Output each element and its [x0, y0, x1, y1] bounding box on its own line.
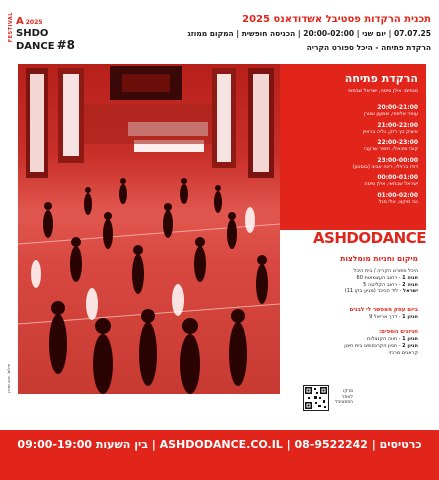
dance-hall-illustration	[18, 64, 280, 394]
schedule-time: 22:00-23:00	[377, 139, 418, 146]
schedule-item	[288, 122, 418, 135]
photo-credit: צילום: יואב שטרן	[6, 364, 11, 393]
logo-edition: #8	[56, 38, 75, 52]
schedule-dancers: דודו ברזילי, רינה אביב (בוסטון)	[352, 163, 418, 170]
schedule-item	[288, 139, 418, 152]
schedule-time: 01:00-02:00	[377, 191, 418, 199]
schedule-time: 00:00-01:00	[377, 174, 418, 181]
schedule-dancers: גבי מיקונ, אלי סגל	[378, 198, 418, 205]
dance-hall-photo	[18, 64, 280, 394]
logo-line3: DANCE	[16, 41, 55, 52]
schedule-item	[288, 192, 418, 205]
event-entry: הכניסה חופשית	[241, 29, 296, 38]
location-row: היכל ספורט הקריה / בית היכל	[353, 268, 418, 274]
qr-code[interactable]	[303, 385, 329, 411]
header	[0, 0, 439, 62]
schedule-dancers: קובי מיכאלי, תמיר שרעבי	[364, 146, 418, 152]
schedule-time: 23:00-00:00	[377, 156, 418, 164]
extra-parking-row: קראנים מרכזי	[388, 349, 418, 356]
schedule-dancers: ישראל שבתאי, אילן סיסה	[364, 181, 418, 187]
location-row: חניה 1 - רחוב העצמאות 60	[356, 274, 418, 281]
extra-parking-row: חניון 2 - חניון הקרנסופט בית חינון	[344, 342, 418, 349]
schedule-dancers: עופר אלפסי, שמעון שטרן	[363, 111, 418, 117]
location-row: חניה 2 - רחוב הקליטה 5	[363, 281, 418, 288]
schedule-item	[288, 104, 418, 117]
extra-parking-row: חניון 1 - חווה הקנצלות	[367, 336, 418, 342]
parking-subheading: ביום עסק מאפשר לי לבנים	[349, 307, 418, 313]
schedule-list	[288, 104, 418, 209]
logo-line1: A	[16, 16, 24, 27]
location-row: ישראל - ליד הכיכר (מגיע בקו 11)	[344, 288, 418, 295]
schedule-time: 20:00-21:00	[377, 104, 418, 111]
brand-wordmark: ASHDODANCE	[312, 229, 426, 247]
location-block	[288, 268, 418, 295]
event-date: 07.07.25	[393, 29, 431, 38]
logo-vertical-text: FESTIVAL	[8, 12, 14, 43]
location-heading: מיקום וחניות מומלצות	[340, 254, 418, 263]
logo-line2: SHDO	[16, 28, 49, 39]
event-day: יום שני	[362, 29, 386, 38]
logo-year: 2025	[25, 19, 43, 26]
qr-caption: סרקו לאתר הפסטיבל	[335, 389, 353, 405]
event-details: 07.07.25 | יום שני | 20:00-02:00 | הכניסה חופשית | המקום ממוזג	[187, 29, 431, 38]
schedule-item	[288, 157, 418, 170]
event-venue-note: המקום ממוזג	[187, 29, 234, 38]
schedule-dancers: איציק כץ רזק, גליה בראיין	[362, 128, 418, 135]
footer-strip	[0, 460, 439, 480]
page-title: תכנית הרקדות פסטיבל אשדודאנס 2025	[242, 14, 431, 25]
schedule-item	[288, 174, 418, 187]
footer-bar	[0, 430, 439, 460]
qr-code-icon	[304, 386, 328, 410]
footer-contact[interactable]: כרטיסים | 08-9522242 | ASHDODANCE.CO.IL | בין השעות 09:00-19:00	[17, 438, 422, 451]
parking-row: חניון 1 - דרך אריאל 9	[369, 314, 418, 320]
extra-parking-block	[288, 328, 418, 356]
festival-logo	[8, 8, 88, 56]
panel-hosts: מנחים: אילן סיסה, ישראל שבתאי	[347, 88, 418, 94]
extra-parking-subheading: חניונים נוספים:	[378, 329, 418, 335]
event-venue: הרקדת פתיחה - היכל ספורט הקריה	[306, 43, 431, 52]
location-info	[280, 254, 426, 394]
parking-block	[288, 306, 418, 321]
opening-dance-panel	[280, 64, 426, 230]
event-hours: 20:00-02:00	[303, 29, 355, 38]
schedule-time: 21:00-22:00	[377, 121, 418, 129]
panel-heading: הרקדת פתיחה	[344, 72, 418, 85]
